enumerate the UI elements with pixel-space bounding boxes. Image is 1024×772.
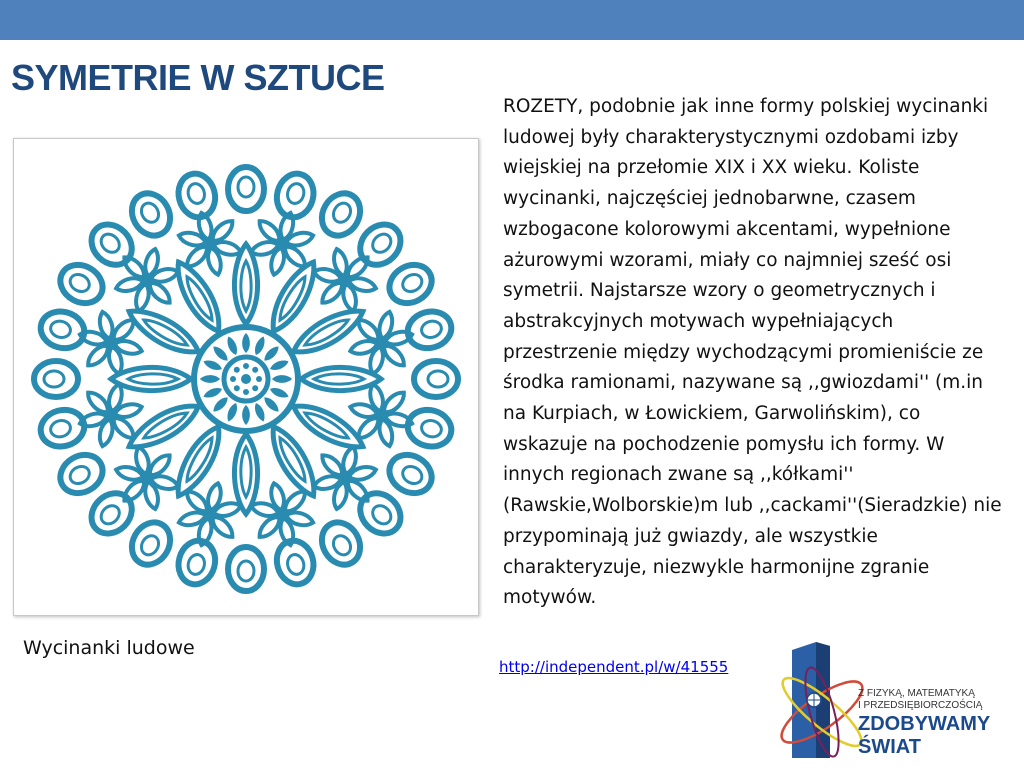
logo-line1: Z FIZYKĄ, MATEMATYKĄ bbox=[858, 688, 975, 699]
logo-line3: ZDOBYWAMY bbox=[858, 713, 991, 735]
image-caption: Wycinanki ludowe bbox=[23, 637, 195, 659]
logo-line2: I PRZEDSIĘBIORCZOŚCIĄ bbox=[858, 700, 983, 711]
source-link[interactable]: http://independent.pl/w/41555 bbox=[499, 658, 729, 676]
paper-cut-rosette bbox=[14, 139, 478, 615]
top-bar bbox=[0, 0, 1024, 40]
body-text: ROZETY, podobnie jak inne formy polskiej wycinanki ludowej były charakterystycznymi ozdobami izby wiejskiej na przełomie XIX i XX wieku. Koliste wycinanki, najczęściej jednobarwne, czasem wzbogacone kolorowymi akcentami, wypełnione ażurowymi wzorami, miały co najmniej sześć osi symetrii. Najstarsze wzory o geometrycznych i abstrakcyjnych motywach wypełniających przestrzenie między wychodzącymi promieniście ze środka ramionami, nazywane są ,,gwiozdami'' (m.in na Kurpiach, w Łowickiem, Garwolińskim), co wskazuje na pochodzenie pomysłu ich formy. W innych regionach zwane są ,,kółkami'' (Rawskie,Wolborskie)m lub ,,cackami''(Sieradzkie) nie przypominają już gwiazdy, ale wszystkie charakteryzuje, niezwykle harmonijne zgranie motywów. bbox=[503, 96, 1002, 609]
project-logo bbox=[770, 640, 1024, 768]
rosette-image bbox=[13, 138, 479, 616]
slide-title: SYMETRIE W SZTUCE bbox=[11, 57, 385, 98]
logo-line4: ŚWIAT bbox=[858, 736, 921, 758]
logo-emblem-icon bbox=[774, 642, 871, 760]
